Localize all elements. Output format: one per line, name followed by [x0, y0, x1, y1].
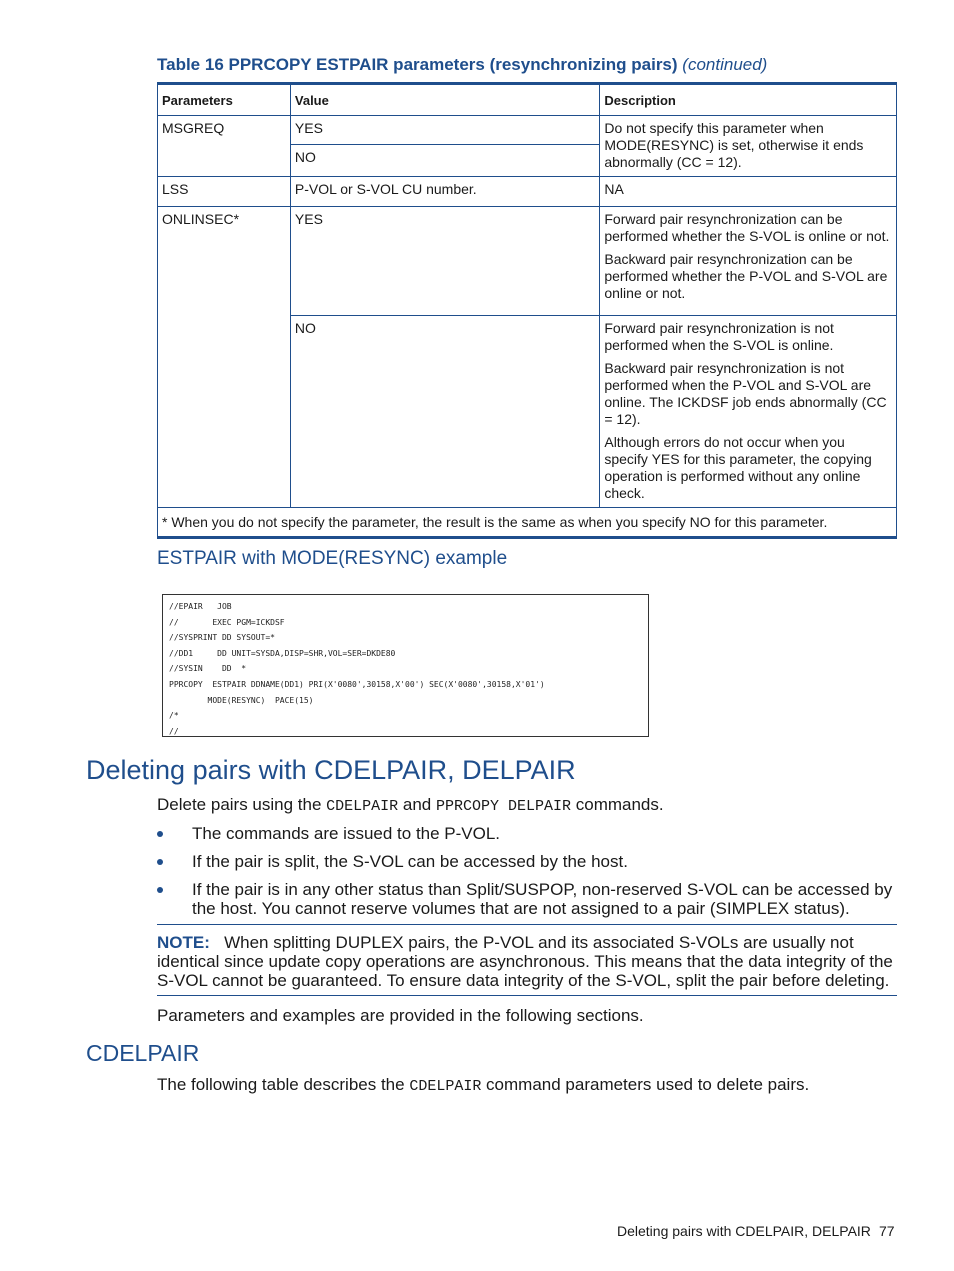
- desc-onlinsec-yes-1: Forward pair resynchronization can be performed whether the S-VOL is online or not.: [604, 211, 890, 244]
- table-caption: [157, 55, 767, 75]
- bullet-icon: [157, 831, 163, 837]
- note-text: When splitting DUPLEX pairs, the P-VOL and its associated S-VOLs are usually not identical since update copy operations are asynchronous. This means that the data integrity of the S-VOL cannot be guaranteed. To ensure data integrity of the S-VOL, split the pair before deleting.: [157, 933, 893, 990]
- params-text: Parameters and examples are provided in the following sections.: [157, 1006, 644, 1025]
- header-description: Description: [600, 84, 897, 116]
- desc-msgreq: Do not specify this parameter when MODE(RESYNC) is set, otherwise it ends abnormally (CC = 12).: [600, 116, 897, 177]
- desc-onlinsec-yes-2: Backward pair resynchronization can be performed whether the P-VOL and S-VOL are online or not.: [604, 251, 888, 301]
- cdelpair-text: [157, 1075, 809, 1096]
- value-onlinsec-yes: YES: [290, 207, 599, 316]
- param-msgreq: MSGREQ: [158, 116, 291, 177]
- bullet-icon: [157, 887, 163, 893]
- header-parameters: Parameters: [158, 84, 291, 116]
- intro-pre: Delete pairs using the: [157, 795, 327, 814]
- header-value: Value: [290, 84, 599, 116]
- note-label: NOTE:: [157, 933, 210, 952]
- parameters-table: [157, 82, 897, 539]
- table-footnote-row: [158, 508, 897, 538]
- desc-onlinsec-no-3: Although errors do not occur when you specify YES for this parameter, the copying operation is performed without any online check.: [604, 434, 872, 501]
- example-heading: ESTPAIR with MODE(RESYNC) example: [157, 548, 508, 569]
- bullet-icon: [157, 859, 163, 865]
- param-onlinsec: ONLINSEC*: [158, 207, 291, 508]
- value-lss: P-VOL or S-VOL CU number.: [290, 177, 599, 207]
- section-intro: [157, 795, 664, 816]
- value-msgreq-no: NO: [290, 145, 599, 177]
- desc-onlinsec-yes: [600, 207, 897, 316]
- desc-lss: NA: [600, 177, 897, 207]
- value-onlinsec-no: NO: [290, 316, 599, 508]
- footer-page-number: 77: [879, 1223, 895, 1239]
- desc-onlinsec-no: [600, 316, 897, 508]
- table-header-row: [158, 84, 897, 116]
- value-msgreq-yes: YES: [290, 116, 599, 145]
- desc-onlinsec-no-2: Backward pair resynchronization is not performed when the P-VOL and S-VOL are online. The ICKDSF job ends abnormally (CC = 12).: [604, 360, 887, 427]
- intro-command-cdelpair: CDELPAIR: [326, 798, 399, 815]
- section-title: Deleting pairs with CDELPAIR, DELPAIR: [86, 755, 576, 785]
- list-item-text: If the pair is in any other status than Split/SUSPOP, non-reserved S-VOL can be accessed by the host. You cannot reserve volumes that are not assigned to a pair (SIMPLEX status).: [192, 880, 893, 918]
- cdelpair-text-post: command parameters used to delete pairs.: [481, 1075, 810, 1094]
- code-example: //EPAIR JOB // EXEC PGM=ICKDSF //SYSPRINT DD SYSOUT=* //DD1 DD UNIT=SYSDA,DISP=SHR,VOL=SER=DKDE80 //SYSIN DD * PPRCOPY ESTPAIR DDNAME(DD1) PRI(X'0080',30158,X'00') SEC(X'0080',30158,X'01') MODE(RESYNC) PACE(15) /* //: [162, 594, 649, 737]
- intro-command-pprcopy-delpair: PPRCOPY DELPAIR: [435, 798, 572, 815]
- table-row: [158, 177, 897, 207]
- param-lss: LSS: [158, 177, 291, 207]
- table-row: [158, 116, 897, 145]
- note-box: [157, 924, 897, 996]
- desc-onlinsec-no-1: Forward pair resynchronization is not performed when the S-VOL is online.: [604, 320, 834, 353]
- footer-section: Deleting pairs with CDELPAIR, DELPAIR: [617, 1223, 871, 1239]
- list-item-text: The commands are issued to the P-VOL.: [192, 824, 501, 843]
- table-caption-continued: (continued): [682, 55, 768, 74]
- intro-post: commands.: [571, 795, 664, 814]
- table-footnote: * When you do not specify the parameter, the result is the same as when you specify NO for this parameter.: [158, 508, 897, 538]
- table-row: [158, 207, 897, 316]
- cdelpair-heading: CDELPAIR: [86, 1040, 200, 1066]
- intro-mid: and: [398, 795, 436, 814]
- list-item-text: If the pair is split, the S-VOL can be accessed by the host.: [192, 852, 628, 871]
- cdelpair-text-command: CDELPAIR: [409, 1078, 482, 1095]
- table-caption-title: Table 16 PPRCOPY ESTPAIR parameters (resynchronizing pairs): [157, 55, 678, 74]
- cdelpair-text-pre: The following table describes the: [157, 1075, 410, 1094]
